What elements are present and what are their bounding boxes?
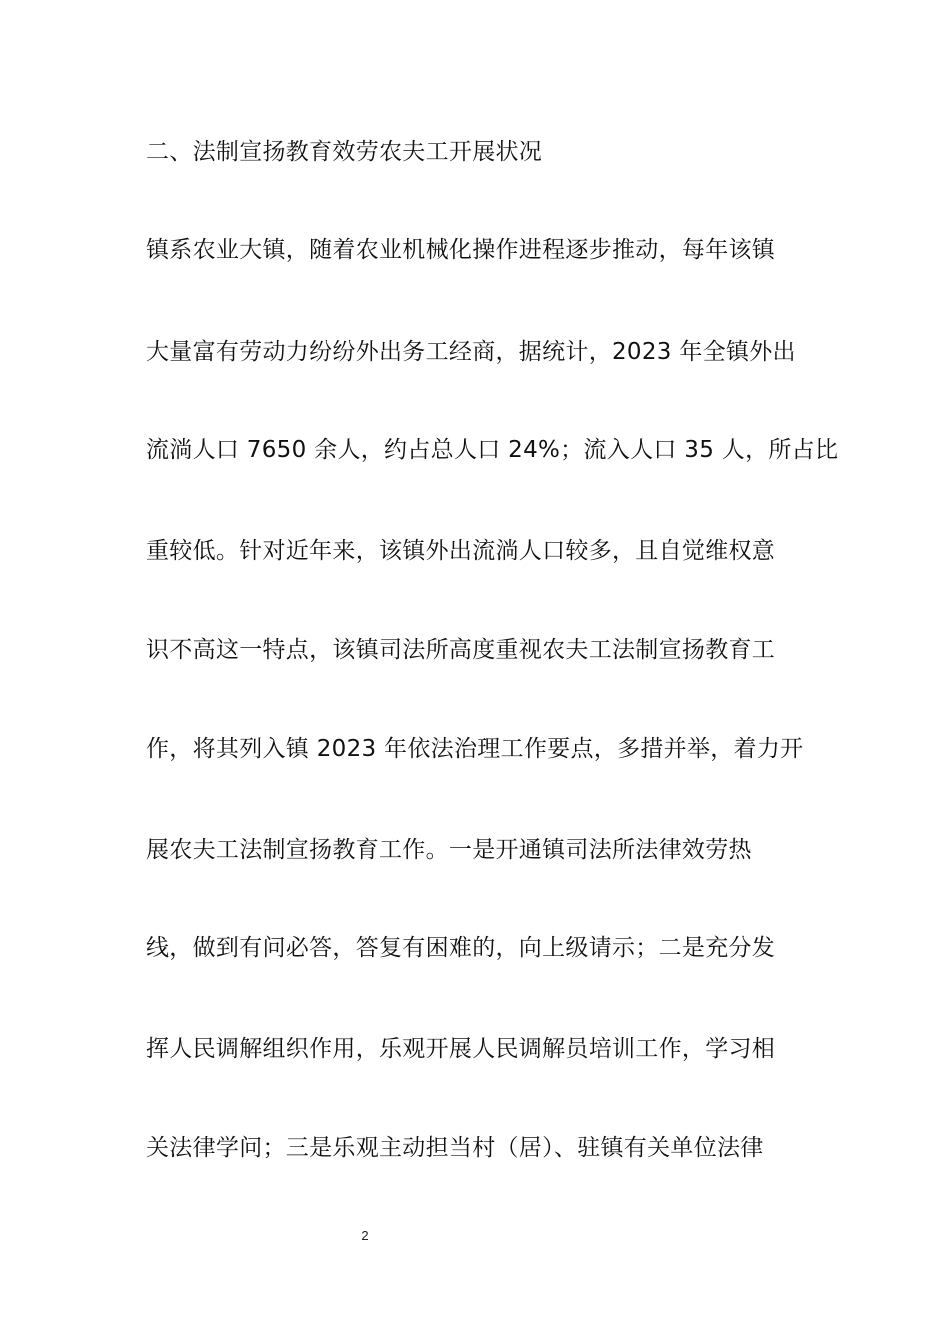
body-line: 挥人民调解组织作用，乐观开展人民调解员培训工作，学习相	[146, 1036, 776, 1062]
body-line: 识不高这一特点，该镇司法所高度重视农夫工法制宣扬教育工	[146, 637, 776, 663]
body-line: 流淌人口 7650 余人，约占总人口 24%；流入人口 35 人，所占比	[146, 437, 839, 463]
body-line: 作，将其列入镇 2023 年依法治理工作要点，多措并举，着力开	[146, 736, 804, 762]
body-line: 大量富有劳动力纷纷外出务工经商，据统计，2023 年全镇外出	[146, 339, 796, 365]
body-line: 展农夫工法制宣扬教育工作。一是开通镇司法所法律效劳热	[146, 837, 752, 863]
section-heading: 二、法制宣扬教育效劳农夫工开展状况	[146, 139, 543, 165]
body-line: 镇系农业大镇，随着农业机械化操作进程逐步推动，每年该镇	[146, 237, 776, 263]
body-line: 关法律学问；三是乐观主动担当村（居）、驻镇有关单位法律	[146, 1135, 764, 1161]
body-line: 线，做到有问必答，答复有困难的，向上级请示；二是充分发	[146, 935, 776, 961]
body-line: 重较低。针对近年来，该镇外出流淌人口较多，且自觉维权意	[146, 538, 776, 564]
page-number: 2	[361, 1228, 369, 1243]
